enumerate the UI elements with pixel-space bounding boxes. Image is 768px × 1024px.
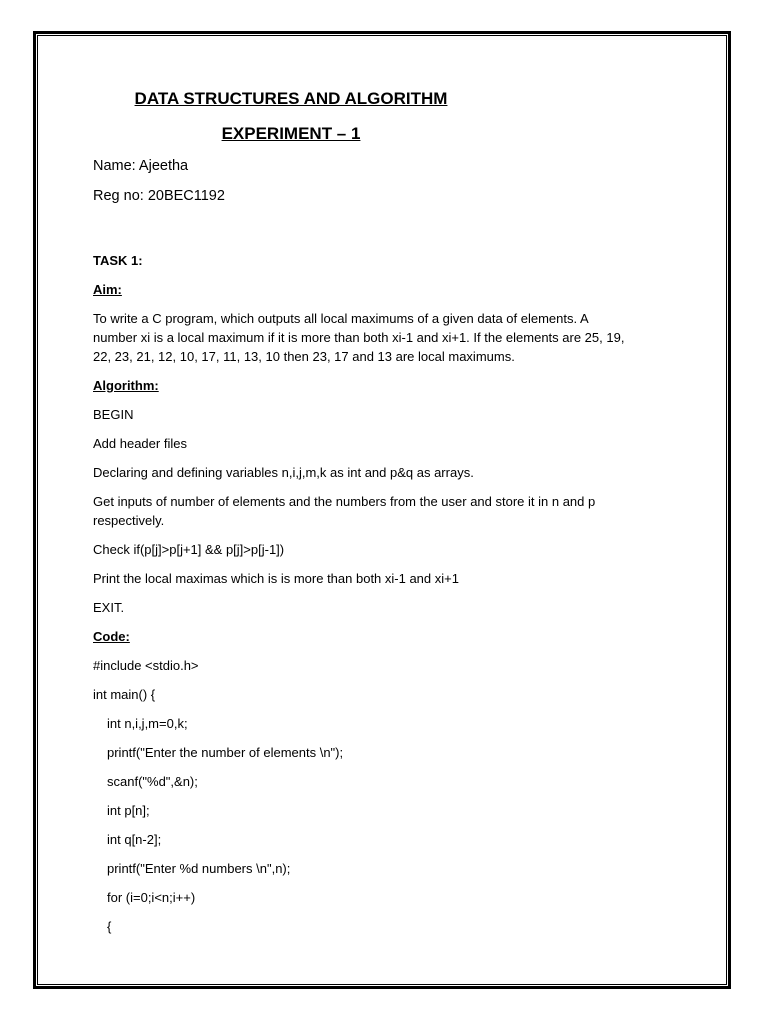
aim-heading: Aim: bbox=[93, 282, 122, 297]
algorithm-step: EXIT. bbox=[93, 600, 125, 615]
code-line: for (i=0;i<n;i++) bbox=[107, 890, 196, 905]
registration-number: Reg no: 20BEC1192 bbox=[93, 188, 225, 204]
aim-line-1: To write a C program, which outputs all local maximums of a given data of elements. A bbox=[93, 311, 589, 326]
code-line: scanf("%d",&n); bbox=[107, 774, 198, 789]
algorithm-step: Check if(p[j]>p[j+1] && p[j]>p[j-1]) bbox=[93, 542, 285, 557]
algorithm-step: BEGIN bbox=[93, 407, 134, 422]
code-line: #include <stdio.h> bbox=[93, 658, 199, 673]
code-line: int q[n-2]; bbox=[107, 832, 162, 847]
code-line: int p[n]; bbox=[107, 803, 150, 818]
algorithm-step: Get inputs of number of elements and the numbers from the user and store it in n and p bbox=[93, 494, 596, 509]
code-line: int n,i,j,m=0,k; bbox=[107, 716, 188, 731]
document-title: DATA STRUCTURES AND ALGORITHM bbox=[134, 89, 448, 108]
task-label: TASK 1: bbox=[93, 253, 143, 268]
algorithm-heading: Algorithm: bbox=[93, 378, 159, 393]
code-line: { bbox=[107, 919, 112, 934]
experiment-title: EXPERIMENT – 1 bbox=[221, 124, 361, 143]
aim-line-2: number xi is a local maximum if it is more than both xi-1 and xi+1. If the elements are 25, 19, bbox=[93, 330, 625, 345]
algorithm-step: Print the local maximas which is is more than both xi-1 and xi+1 bbox=[93, 571, 459, 586]
algorithm-step: Add header files bbox=[93, 436, 187, 451]
code-line: int main() { bbox=[93, 687, 156, 702]
aim-line-3: 22, 23, 21, 12, 10, 17, 11, 13, 10 then 23, 17 and 13 are local maximums. bbox=[93, 349, 515, 364]
code-line: printf("Enter the number of elements \n"); bbox=[107, 745, 344, 760]
code-heading: Code: bbox=[93, 629, 130, 644]
code-line: printf("Enter %d numbers \n",n); bbox=[107, 861, 291, 876]
algorithm-step: Declaring and defining variables n,i,j,m,k as int and p&q as arrays. bbox=[93, 465, 474, 480]
student-name: Name: Ajeetha bbox=[93, 158, 189, 174]
algorithm-step: respectively. bbox=[93, 513, 165, 528]
